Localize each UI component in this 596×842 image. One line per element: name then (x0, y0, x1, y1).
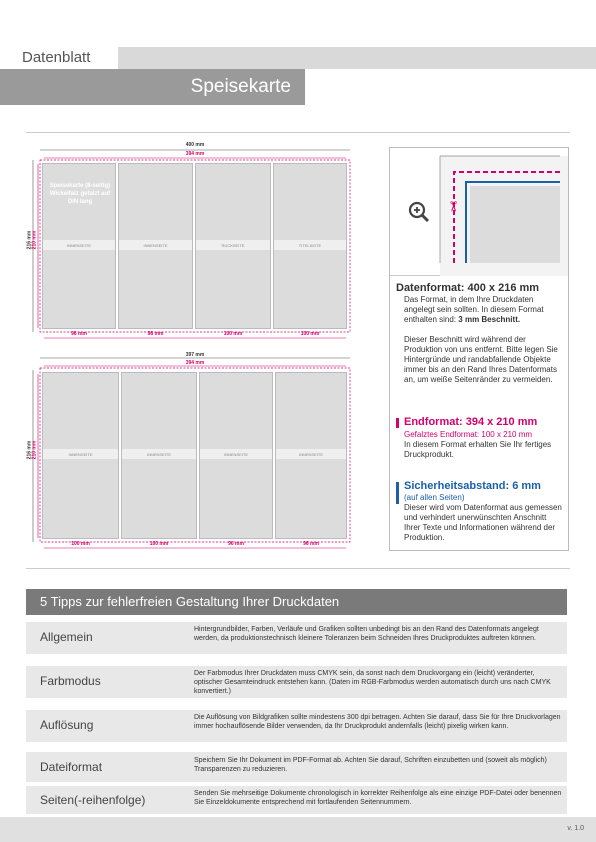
panel-label: TITELSEITE (298, 243, 322, 248)
tip-text: Speichern Sie Ihr Dokument im PDF-Format ab. Achten Sie darauf, Schriften einzubetten und (soweit als möglich) Transparenzen zu reduzieren. (194, 757, 547, 773)
diagram-note: Speisekarte (8-seitig) Wickelfalz gefalzt auf DIN lang (49, 183, 111, 205)
tip-row-aufloesung (26, 710, 567, 742)
endformat-title: Endformat: 394 x 210 mm (404, 416, 538, 428)
panel-4 (275, 372, 347, 539)
panel-1 (42, 163, 116, 329)
bottom-dim: 98 mm (147, 331, 164, 337)
panel-label: INNENSEITE (66, 243, 91, 248)
bottom-dim: 100 mm (300, 331, 320, 337)
endformat-sub: Gefalztes Endformat: 100 x 210 mm (404, 430, 533, 439)
version-label: v. 1.0 (567, 825, 584, 832)
panel-1 (42, 372, 119, 539)
tip-label: Seiten(-reihenfolge) (40, 793, 146, 807)
tip-row-farbmodus (26, 666, 567, 698)
outer-height-label: 216 mm (26, 230, 33, 250)
scissors-icon: ✂ (445, 200, 462, 213)
tip-text: Der Farbmodus Ihrer Druckdaten muss CMYK sein, da sonst nach dem Druckvorgang ein (leicht) veränderter, optischer Gesamteindruck entstehen kann. (Daten im RGB-Farbmodus werden automatisch durch uns nach CMYK konvertiert.) (194, 670, 551, 695)
bottom-dim: 100 mm (223, 331, 243, 337)
tip-row-allgemein (26, 622, 567, 654)
bottom-dim: 96 mm (303, 541, 319, 547)
tips-header (26, 589, 567, 615)
panel-label: INNENSEITE (223, 452, 248, 457)
endformat-text: In diesem Format erhalten Sie Ihr fertiges Druckprodukt. (404, 440, 552, 459)
bottom-dim: 100 mm (149, 541, 169, 547)
bottom-dim: 100 mm (71, 541, 90, 547)
fold-diagram-top (28, 142, 368, 342)
panel-label: INNENSEITE (146, 452, 171, 457)
doc-type-label: Datenblatt (0, 47, 118, 69)
page-title: Speisekarte (190, 76, 291, 97)
datenformat-title: Datenformat: 400 x 216 mm (396, 282, 540, 294)
info-box (389, 147, 569, 551)
outer-height-label: 216 mm (26, 440, 33, 460)
beschnitt-text: Dieser Beschnitt wird während der Produktion von uns entfernt. Bitte legen Sie Hintergründe und randabfallende Objekte immer bis an den Rand Ihres Datenformats an, um weiße Seitenränder zu vermeiden. (404, 335, 558, 384)
final-width-label: 394 mm (185, 151, 205, 157)
panel-3 (195, 163, 271, 329)
footer (0, 817, 596, 842)
corner-illustration (390, 148, 568, 276)
panel-3 (199, 372, 273, 539)
panel-label: RÜCKSEITE (221, 243, 245, 248)
tip-label: Allgemein (40, 630, 93, 644)
tip-text: Senden Sie mehrseitige Dokumente chronologisch in korrekter Reihenfolge als eine einzige PDF-Datei oder benennen Sie Einzeldokumente entsprechend mit fortlaufenden Seitennummern. (194, 790, 562, 806)
datenformat-desc: Das Format, in dem Ihre Druckdaten angelegt sein sollten. In diesem Format enthalten sind: (404, 295, 544, 324)
panel-2 (121, 372, 197, 539)
sicherheit-text: Dieser wird vom Datenformat aus gemessen und verhindert unerwünschten Anschnitt Ihrer Texte und Informationen während der Produktion. (404, 503, 562, 542)
outer-width-label: 400 mm (185, 142, 205, 148)
tip-label: Auflösung (40, 718, 94, 732)
final-width-label: 394 mm (185, 360, 205, 366)
divider (26, 132, 570, 133)
tip-row-seiten (26, 786, 567, 814)
tips-title: 5 Tipps zur fehlerfreien Gestaltung Ihrer Druckdaten (40, 594, 340, 609)
tip-label: Farbmodus (40, 674, 101, 688)
sicherheit-marker (396, 482, 399, 504)
tip-row-dateiformat (26, 752, 567, 782)
panel-4 (273, 163, 347, 329)
fold-diagram-bottom (28, 352, 368, 552)
divider (26, 568, 570, 569)
title-bar (0, 69, 305, 105)
final-height-label: 210 mm (31, 230, 38, 250)
outer-width-label: 397 mm (185, 352, 205, 358)
header-strip (118, 47, 596, 69)
sicherheit-title: Sicherheitsabstand: 6 mm (404, 480, 541, 492)
zoom-icon (408, 201, 430, 223)
final-height-label: 210 mm (31, 440, 38, 460)
tip-text: Die Auflösung von Bildgrafiken sollte mindestens 300 dpi betragen. Achten Sie darauf, dass Sie für Ihre Druckvorlagen immer hochauflösende Bilder verwenden, da Ihr Druckprodukt andernfalls (leicht) pixelig wirken kann. (194, 714, 561, 730)
bottom-dim: 96 mm (228, 541, 244, 547)
panel-label: INNENSEITE (143, 243, 168, 248)
endformat-marker (396, 418, 399, 428)
panel-label: INNENSEITE (68, 452, 93, 457)
tip-label: Dateiformat (40, 760, 103, 774)
panel-label: INNENSEITE (298, 452, 323, 457)
bottom-dim: 96 mm (71, 331, 87, 337)
datenformat-bold: 3 mm Beschnitt. (458, 315, 521, 324)
tip-text: Hintergrundbilder, Farben, Verläufe und Grafiken sollten unbedingt bis an den Rand des Datenformats angelegt werden, da produktionstechnisch kleinere Toleranzen beim Schneiden Ihres Druckproduktes auftreten können. (194, 626, 539, 642)
sicherheit-sub: (auf allen Seiten) (404, 493, 465, 502)
datenformat-text (404, 295, 564, 325)
panel-2 (118, 163, 193, 329)
